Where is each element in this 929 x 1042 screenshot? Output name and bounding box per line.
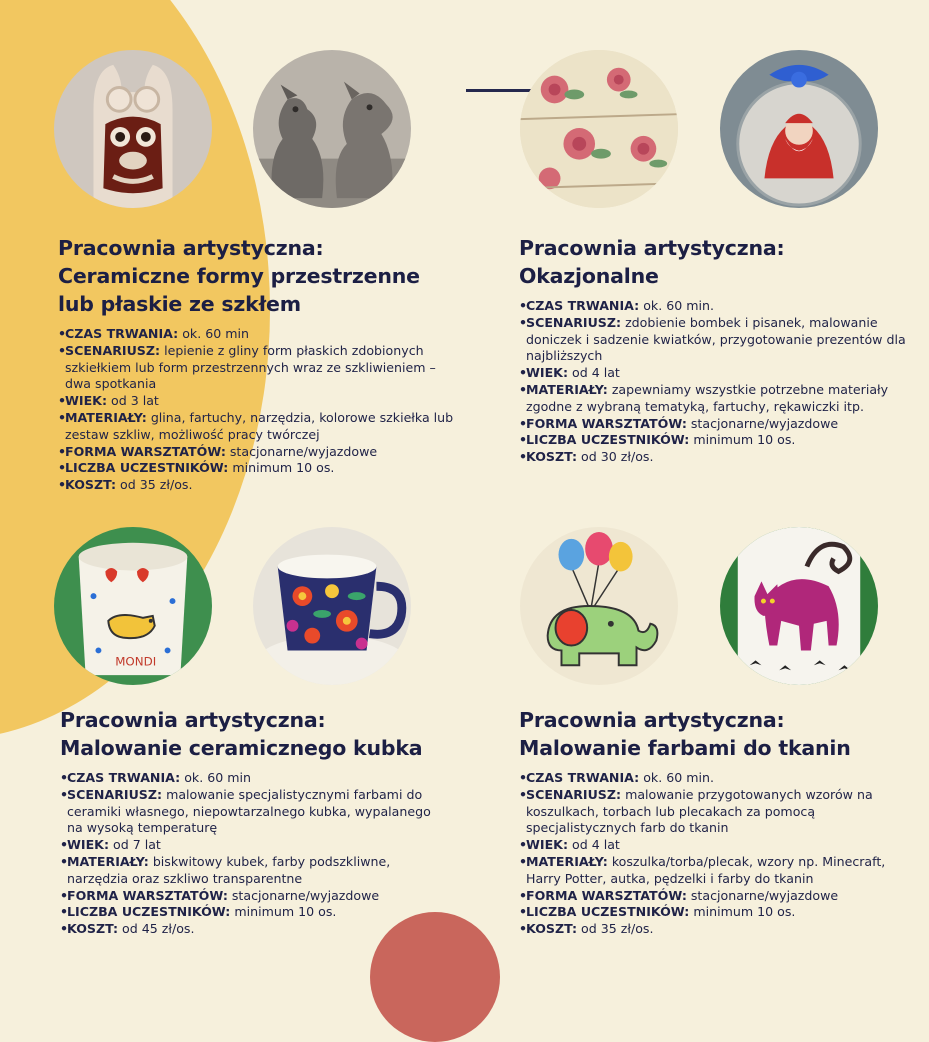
detail-cost: • KOSZT: od 30 zł/os. — [519, 449, 909, 466]
painted-mug-cat-photo — [54, 527, 212, 685]
detail-participants: • LICZBA UCZESTNIKÓW: minimum 10 os. — [519, 432, 909, 449]
detail-form: • FORMA WARSZTATÓW: stacjonarne/wyjazdowe — [519, 888, 914, 905]
detail-form: • FORMA WARSZTATÓW: stacjonarne/wyjazdowe — [58, 444, 458, 461]
details-list — [519, 770, 914, 938]
detail-materials: • MATERIAŁY: glina, fartuchy, narzędzia, kolorowe szkiełka lub zestaw szkliw, możliwość pracy twórczej — [58, 410, 458, 444]
detail-scenario: • SCENARIUSZ: malowanie specjalistycznymi farbami do ceramiki własnego, niepowtarzalnego kubka, wypalanego na wysoką temperaturę — [60, 787, 440, 837]
santa-bauble-photo — [720, 50, 878, 208]
svg-text:MONDI: MONDI — [115, 654, 157, 669]
workshop-section-ceramic-forms — [58, 234, 458, 494]
detail-scenario: • SCENARIUSZ: zdobienie bombek i pisanek, malowanie doniczek i sadzenie kwiatków, przygotowanie prezentów dla najbliższych — [519, 315, 909, 365]
title-line: Pracownia artystyczna: — [60, 708, 326, 732]
workshop-section-occasional — [519, 234, 909, 466]
title-line: Malowanie farbami do tkanin — [519, 736, 851, 760]
clay-dragons-photo — [253, 50, 411, 208]
section-title — [519, 234, 909, 290]
details-list — [60, 770, 440, 938]
detail-participants: • LICZBA UCZESTNIKÓW: minimum 10 os. — [58, 460, 458, 477]
detail-duration: • CZAS TRWANIA: ok. 60 min. — [519, 770, 914, 787]
detail-materials: • MATERIAŁY: koszulka/torba/plecak, wzory np. Minecraft, Harry Potter, autka, pędzelki i farby do tkanin — [519, 854, 914, 888]
ceramic-llama-face-photo — [54, 50, 212, 208]
section-title — [519, 706, 914, 762]
detail-duration: • CZAS TRWANIA: ok. 60 min — [60, 770, 440, 787]
detail-age: • WIEK: od 7 lat — [60, 837, 440, 854]
title-line: Malowanie ceramicznego kubka — [60, 736, 423, 760]
detail-participants: • LICZBA UCZESTNIKÓW: minimum 10 os. — [519, 904, 914, 921]
decoupage-roses-box-photo — [520, 50, 678, 208]
details-list — [519, 298, 909, 466]
detail-scenario: • SCENARIUSZ: malowanie przygotowanych wzorów na koszulkach, torbach lub plecakach za pomocą specjalistycznych farb do tkanin — [519, 787, 914, 837]
title-line: Pracownia artystyczna: — [58, 236, 324, 260]
detail-duration: • CZAS TRWANIA: ok. 60 min. — [519, 298, 909, 315]
title-line: Okazjonalne — [519, 264, 659, 288]
section-title — [60, 706, 440, 762]
title-line: lub płaskie ze szkłem — [58, 292, 301, 316]
detail-duration: • CZAS TRWANIA: ok. 60 min — [58, 326, 458, 343]
title-line: Pracownia artystyczna: — [519, 708, 785, 732]
detail-participants: • LICZBA UCZESTNIKÓW: minimum 10 os. — [60, 904, 440, 921]
workshop-section-fabric-painting — [519, 706, 914, 938]
pink-cat-shirt-photo — [720, 527, 878, 685]
title-line: Ceramiczne formy przestrzenne — [58, 264, 420, 288]
detail-age: • WIEK: od 3 lat — [58, 393, 458, 410]
floral-cup-saucer-photo — [253, 527, 411, 685]
details-list — [58, 326, 458, 494]
decorative-line — [466, 89, 532, 92]
title-line: Pracownia artystyczna: — [519, 236, 785, 260]
detail-materials: • MATERIAŁY: biskwitowy kubek, farby podszkliwne, narzędzia oraz szkliwo transparentne — [60, 854, 440, 888]
detail-age: • WIEK: od 4 lat — [519, 365, 909, 382]
detail-scenario: • SCENARIUSZ: lepienie z gliny form płaskich zdobionych szkiełkiem lub form przestrzennych wraz ze szkliwieniem – dwa spotkania — [58, 343, 458, 393]
detail-age: • WIEK: od 4 lat — [519, 837, 914, 854]
workshop-section-mug-painting — [60, 706, 440, 938]
detail-materials: • MATERIAŁY: zapewniamy wszystkie potrzebne materiały zgodne z wybraną tematyką, fartuchy, rękawiczki itp. — [519, 382, 909, 416]
detail-form: • FORMA WARSZTATÓW: stacjonarne/wyjazdowe — [60, 888, 440, 905]
section-title — [58, 234, 458, 318]
elephant-balloons-fabric-photo — [520, 527, 678, 685]
detail-form: • FORMA WARSZTATÓW: stacjonarne/wyjazdowe — [519, 416, 909, 433]
detail-cost: • KOSZT: od 35 zł/os. — [58, 477, 458, 494]
detail-cost: • KOSZT: od 45 zł/os. — [60, 921, 440, 938]
detail-cost: • KOSZT: od 35 zł/os. — [519, 921, 914, 938]
